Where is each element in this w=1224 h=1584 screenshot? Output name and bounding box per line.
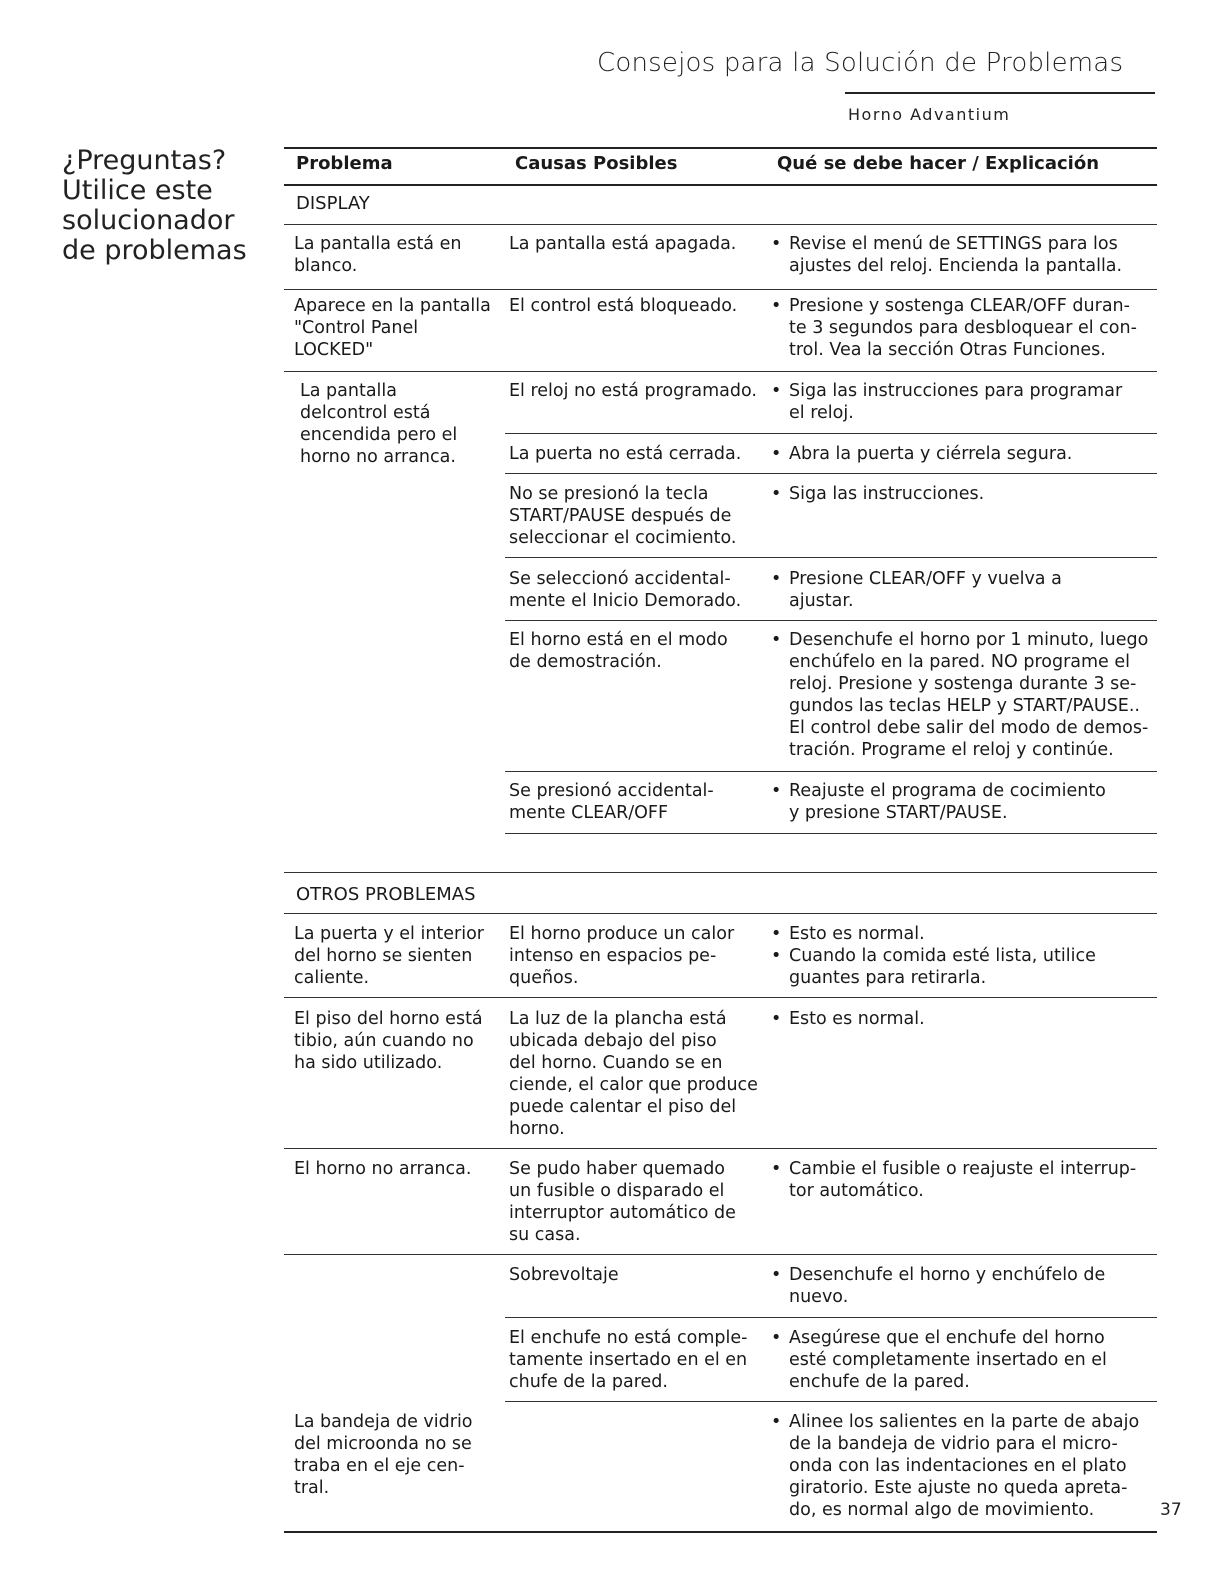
solution-text: do, es normal algo de movimiento. (789, 1500, 1095, 1520)
cause-text: de demostración. (509, 652, 662, 672)
solution-text: Desenchufe el horno por 1 minuto, luego (789, 630, 1149, 650)
solution-text: Cambie el fusible o reajuste el interrup- (789, 1159, 1137, 1179)
bullet-dot: • (771, 781, 782, 801)
cause-text: interruptor automático de (509, 1203, 736, 1223)
cause-text: La luz de la plancha está (509, 1009, 727, 1029)
problem-text: Aparece en la pantalla (294, 296, 491, 316)
cause-text: chufe de la pared. (509, 1372, 668, 1392)
row-rule (284, 371, 1157, 372)
cause-text: mente CLEAR/OFF (509, 803, 669, 823)
bullet-dot: • (771, 1159, 782, 1179)
solution-text: nuevo. (789, 1287, 849, 1307)
section-rule (284, 913, 1157, 914)
cause-text: El horno está en el modo (509, 630, 728, 650)
bullet-dot: • (771, 444, 782, 464)
solution-text: Cuando la comida esté lista, utilice (789, 946, 1096, 966)
solution-text: Reajuste el programa de cocimiento (789, 781, 1106, 801)
row-rule (284, 1531, 1157, 1533)
row-rule (505, 473, 1157, 474)
problem-text: La pantalla está en (294, 234, 462, 254)
cause-text: Se presionó accidental- (509, 781, 714, 801)
solution-text: tración. Programe el reloj y continúe. (789, 740, 1114, 760)
sidebar-line: ¿Preguntas? (62, 145, 227, 176)
cause-text: La pantalla está apagada. (509, 234, 737, 254)
solution-text: y presione START/PAUSE. (789, 803, 1008, 823)
problem-text: El horno no arranca. (294, 1159, 472, 1179)
problem-text: tral. (294, 1478, 330, 1498)
cause-text: El control está bloqueado. (509, 296, 738, 316)
cause-text: El reloj no está programado. (509, 381, 757, 401)
cause-text: queños. (509, 968, 579, 988)
problem-text: La bandeja de vidrio (294, 1412, 473, 1432)
page-subtitle: Horno Advantium (848, 105, 1011, 124)
solution-text: gundos las teclas HELP y START/PAUSE.. (789, 696, 1140, 716)
problem-text: La pantalla (300, 381, 397, 401)
problem-text: blanco. (294, 256, 358, 276)
page-title: Consejos para la Solución de Problemas (597, 48, 1124, 78)
row-rule (284, 997, 1157, 998)
cause-text: Se seleccionó accidental- (509, 569, 731, 589)
row-rule (505, 557, 1157, 558)
section-title: OTROS PROBLEMAS (296, 884, 476, 905)
section-rule (284, 224, 1157, 225)
page-number: 37 (1160, 1500, 1182, 1520)
bullet-dot: • (771, 296, 782, 316)
cause-text: La puerta no está cerrada. (509, 444, 742, 464)
solution-text: Siga las instrucciones. (789, 484, 985, 504)
solution-text: Esto es normal. (789, 924, 925, 944)
header-bottom-rule (284, 184, 1157, 186)
bullet-dot: • (771, 946, 782, 966)
bullet-dot: • (771, 1328, 782, 1348)
solution-text: Presione y sostenga CLEAR/OFF duran- (789, 296, 1130, 316)
solution-text: giratorio. Este ajuste no queda apreta- (789, 1478, 1128, 1498)
problem-text: traba en el eje cen- (294, 1456, 465, 1476)
solution-text: El control debe salir del modo de demos- (789, 718, 1149, 738)
sidebar-line: Utilice este (62, 175, 213, 206)
solution-text: tor automático. (789, 1181, 924, 1201)
problem-text: del horno se sienten (294, 946, 473, 966)
row-rule (284, 1254, 1157, 1255)
row-rule (505, 1317, 1157, 1318)
solution-text: de la bandeja de vidrio para el micro- (789, 1434, 1118, 1454)
section-title: DISPLAY (296, 193, 370, 214)
header-solution: Qué se debe hacer / Explicación (777, 153, 1100, 174)
row-rule (284, 1148, 1157, 1149)
solution-text: enchúfelo en la pared. NO programe el (789, 652, 1131, 672)
solution-text: Revise el menú de SETTINGS para los (789, 234, 1118, 254)
problem-text: "Control Panel (294, 318, 419, 338)
cause-text: Se pudo haber quemado (509, 1159, 726, 1179)
bullet-dot: • (771, 924, 782, 944)
bullet-dot: • (771, 1009, 782, 1029)
row-rule (505, 620, 1157, 621)
section-top-rule (284, 872, 1157, 873)
header-causes: Causas Posibles (515, 153, 678, 174)
problem-text: horno no arranca. (300, 447, 456, 467)
problem-text: tibio, aún cuando no (294, 1031, 474, 1051)
cause-text: El horno produce un calor (509, 924, 735, 944)
solution-text: el reloj. (789, 403, 854, 423)
bullet-dot: • (771, 1265, 782, 1285)
solution-text: Desenchufe el horno y enchúfelo de (789, 1265, 1106, 1285)
solution-text: enchufe de la pared. (789, 1372, 970, 1392)
row-rule (505, 433, 1157, 434)
cause-text: su casa. (509, 1225, 581, 1245)
bullet-dot: • (771, 569, 782, 589)
cause-text: puede calentar el piso del (509, 1097, 737, 1117)
cause-text: ubicada debajo del piso (509, 1031, 717, 1051)
cause-text: START/PAUSE después de (509, 506, 732, 526)
problem-text: ha sido utilizado. (294, 1053, 443, 1073)
problem-text: La puerta y el interior (294, 924, 484, 944)
solution-text: Abra la puerta y ciérrela segura. (789, 444, 1073, 464)
cause-text: Sobrevoltaje (509, 1265, 619, 1285)
cause-text: del horno. Cuando se en (509, 1053, 723, 1073)
problem-text: delcontrol está (300, 403, 431, 423)
cause-text: tamente insertado en el en (509, 1350, 748, 1370)
solution-text: Esto es normal. (789, 1009, 925, 1029)
cause-text: ciende, el calor que produce (509, 1075, 758, 1095)
solution-text: ajustes del reloj. Encienda la pantalla. (789, 256, 1123, 276)
cause-text: intenso en espacios pe- (509, 946, 717, 966)
cause-text: un fusible o disparado el (509, 1181, 725, 1201)
cause-text: seleccionar el cocimiento. (509, 528, 737, 548)
sidebar-line: de problemas (62, 235, 247, 266)
bullet-dot: • (771, 381, 782, 401)
cause-text: No se presionó la tecla (509, 484, 709, 504)
cause-text: mente el Inicio Demorado. (509, 591, 742, 611)
row-rule (505, 1401, 1157, 1402)
header-problem: Problema (296, 153, 393, 174)
solution-text: te 3 segundos para desbloquear el con- (789, 318, 1137, 338)
sidebar-title (62, 146, 262, 266)
sidebar-line: solucionador (62, 205, 235, 236)
solution-text: Siga las instrucciones para programar (789, 381, 1123, 401)
row-rule (505, 833, 1157, 834)
solution-text: Alinee los salientes en la parte de abajo (789, 1412, 1140, 1432)
bullet-dot: • (771, 484, 782, 504)
solution-text: guantes para retirarla. (789, 968, 987, 988)
problem-text: del microonda no se (294, 1434, 472, 1454)
solution-text: ajustar. (789, 591, 854, 611)
bullet-dot: • (771, 1412, 782, 1432)
cause-text: horno. (509, 1119, 565, 1139)
solution-text: esté completamente insertado en el (789, 1350, 1107, 1370)
solution-text: onda con las indentaciones en el plato (789, 1456, 1127, 1476)
solution-text: Asegúrese que el enchufe del horno (789, 1328, 1105, 1348)
solution-text: trol. Vea la sección Otras Funciones. (789, 340, 1106, 360)
table-top-rule (284, 147, 1157, 149)
title-rule (845, 92, 1155, 94)
problem-text: El piso del horno está (294, 1009, 483, 1029)
problem-text: LOCKED" (294, 340, 374, 360)
solution-text: reloj. Presione y sostenga durante 3 se- (789, 674, 1137, 694)
cause-text: El enchufe no está comple- (509, 1328, 748, 1348)
row-rule (505, 771, 1157, 772)
bullet-dot: • (771, 630, 782, 650)
solution-text: Presione CLEAR/OFF y vuelva a (789, 569, 1062, 589)
problem-text: caliente. (294, 968, 370, 988)
row-rule (284, 289, 1157, 290)
problem-text: encendida pero el (300, 425, 458, 445)
bullet-dot: • (771, 234, 782, 254)
